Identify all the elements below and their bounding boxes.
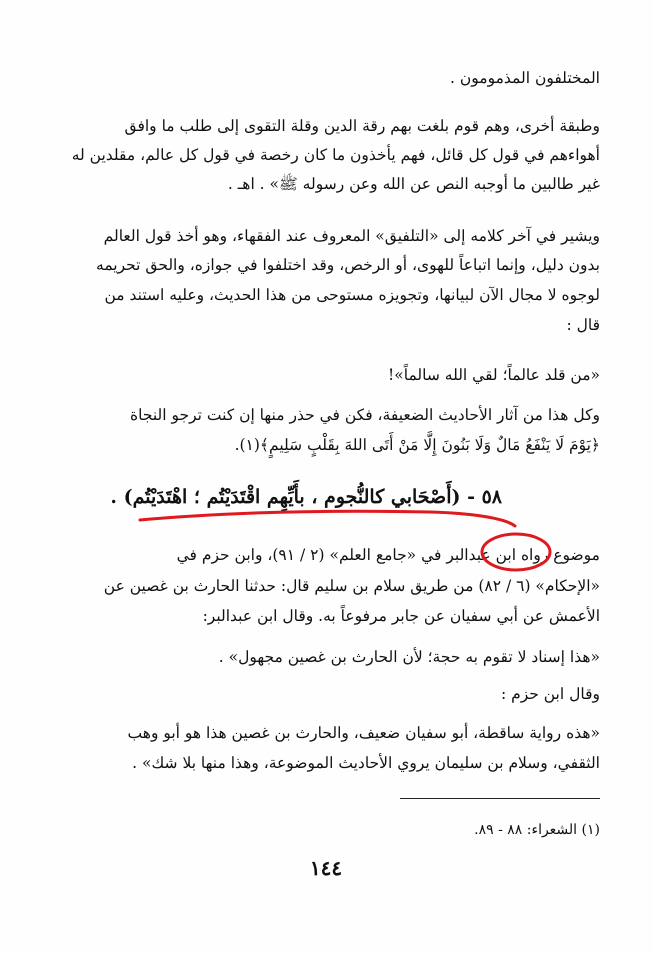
text-line-10: وكل هذا من آثار الأحاديث الضعيفة، فكن في حذر منها إن كنت ترجو النجاة: [130, 406, 600, 424]
text-line-8: قال :: [566, 316, 600, 334]
hadith-heading: ٥٨ - (أَصْحَابي كالنُّجوم ، بأَيِّهِم اقْتَدَيْتُم ؛ اهْتَدَيْتُم) .: [110, 486, 502, 508]
text-line-1: المختلفون المذمومون .: [450, 69, 600, 87]
footnote: (١) الشعراء: ٨٨ - ٨٩.: [474, 822, 600, 838]
text-line-13: «الإحكام» (٦ / ٨٢) من طريق سلام بن سليم قال: حدثنا الحارث بن غصين عن: [103, 577, 600, 595]
text-line-6: بدون دليل، وإنما اتباعاً للهوى، أو الرخص، وقد اختلفوا في جوازه، والحق تحريمه: [96, 256, 600, 274]
text-line-12: موضوع رواه ابن عبدالبر في «جامع العلم» (٢ / ٩١)، وابن حزم في: [176, 546, 600, 564]
text-line-7: لوجوه لا مجال الآن لبيانها، وتجويزه مستوحى من هذا الحديث، وعليه استند من: [104, 286, 600, 304]
text-line-14: الأعمش عن أبي سفيان عن جابر مرفوعاً به. وقال ابن عبدالبر:: [202, 607, 600, 625]
red-underline-annotation: [140, 511, 515, 526]
text-line-2: وطبقة أخرى، وهم قوم بلغت بهم رقة الدين وقلة التقوى إلى طلب ما وافق: [124, 117, 600, 135]
text-line-17: «هذه رواية ساقطة، أبو سفيان ضعيف، والحارث بن غصين هذا هو أبو وهب: [127, 724, 600, 742]
text-line-15: «هذا إسناد لا تقوم به حجة؛ لأن الحارث بن غصين مجهول» .: [218, 648, 600, 666]
text-line-16: وقال ابن حزم :: [500, 685, 600, 703]
page-number: ١٤٤: [309, 856, 343, 880]
text-line-3: أهواءهم في قول كل قائل، فهم يأخذون ما كان رخصة في قول كل عالم، مقلدين له: [71, 146, 600, 164]
text-line-4: غير طالبين ما أوجبه النص عن الله وعن رسوله ﷺ» . اهـ .: [227, 175, 600, 193]
text-line-18: الثقفي، وسلام بن سليمان يروي الأحاديث الموضوعة، وهذا منها بلا شك» .: [132, 754, 600, 772]
footnote-divider: [400, 798, 600, 799]
text-line-9: «من قلد عالماً؛ لقي الله سالماً»!: [388, 366, 600, 384]
quran-verse-line: ﴿يَوْمَ لَا يَنْفَعُ مَالٌ وَلَا بَنُونَ إِلَّا مَنْ أَتَى اللهَ بِقَلْبٍ سَلِيمٍ﴾(١).: [234, 436, 600, 454]
text-line-5: ويشير في آخر كلامه إلى «التلفيق» المعروف عند الفقهاء، وهو أخذ قول العالم: [103, 227, 600, 245]
